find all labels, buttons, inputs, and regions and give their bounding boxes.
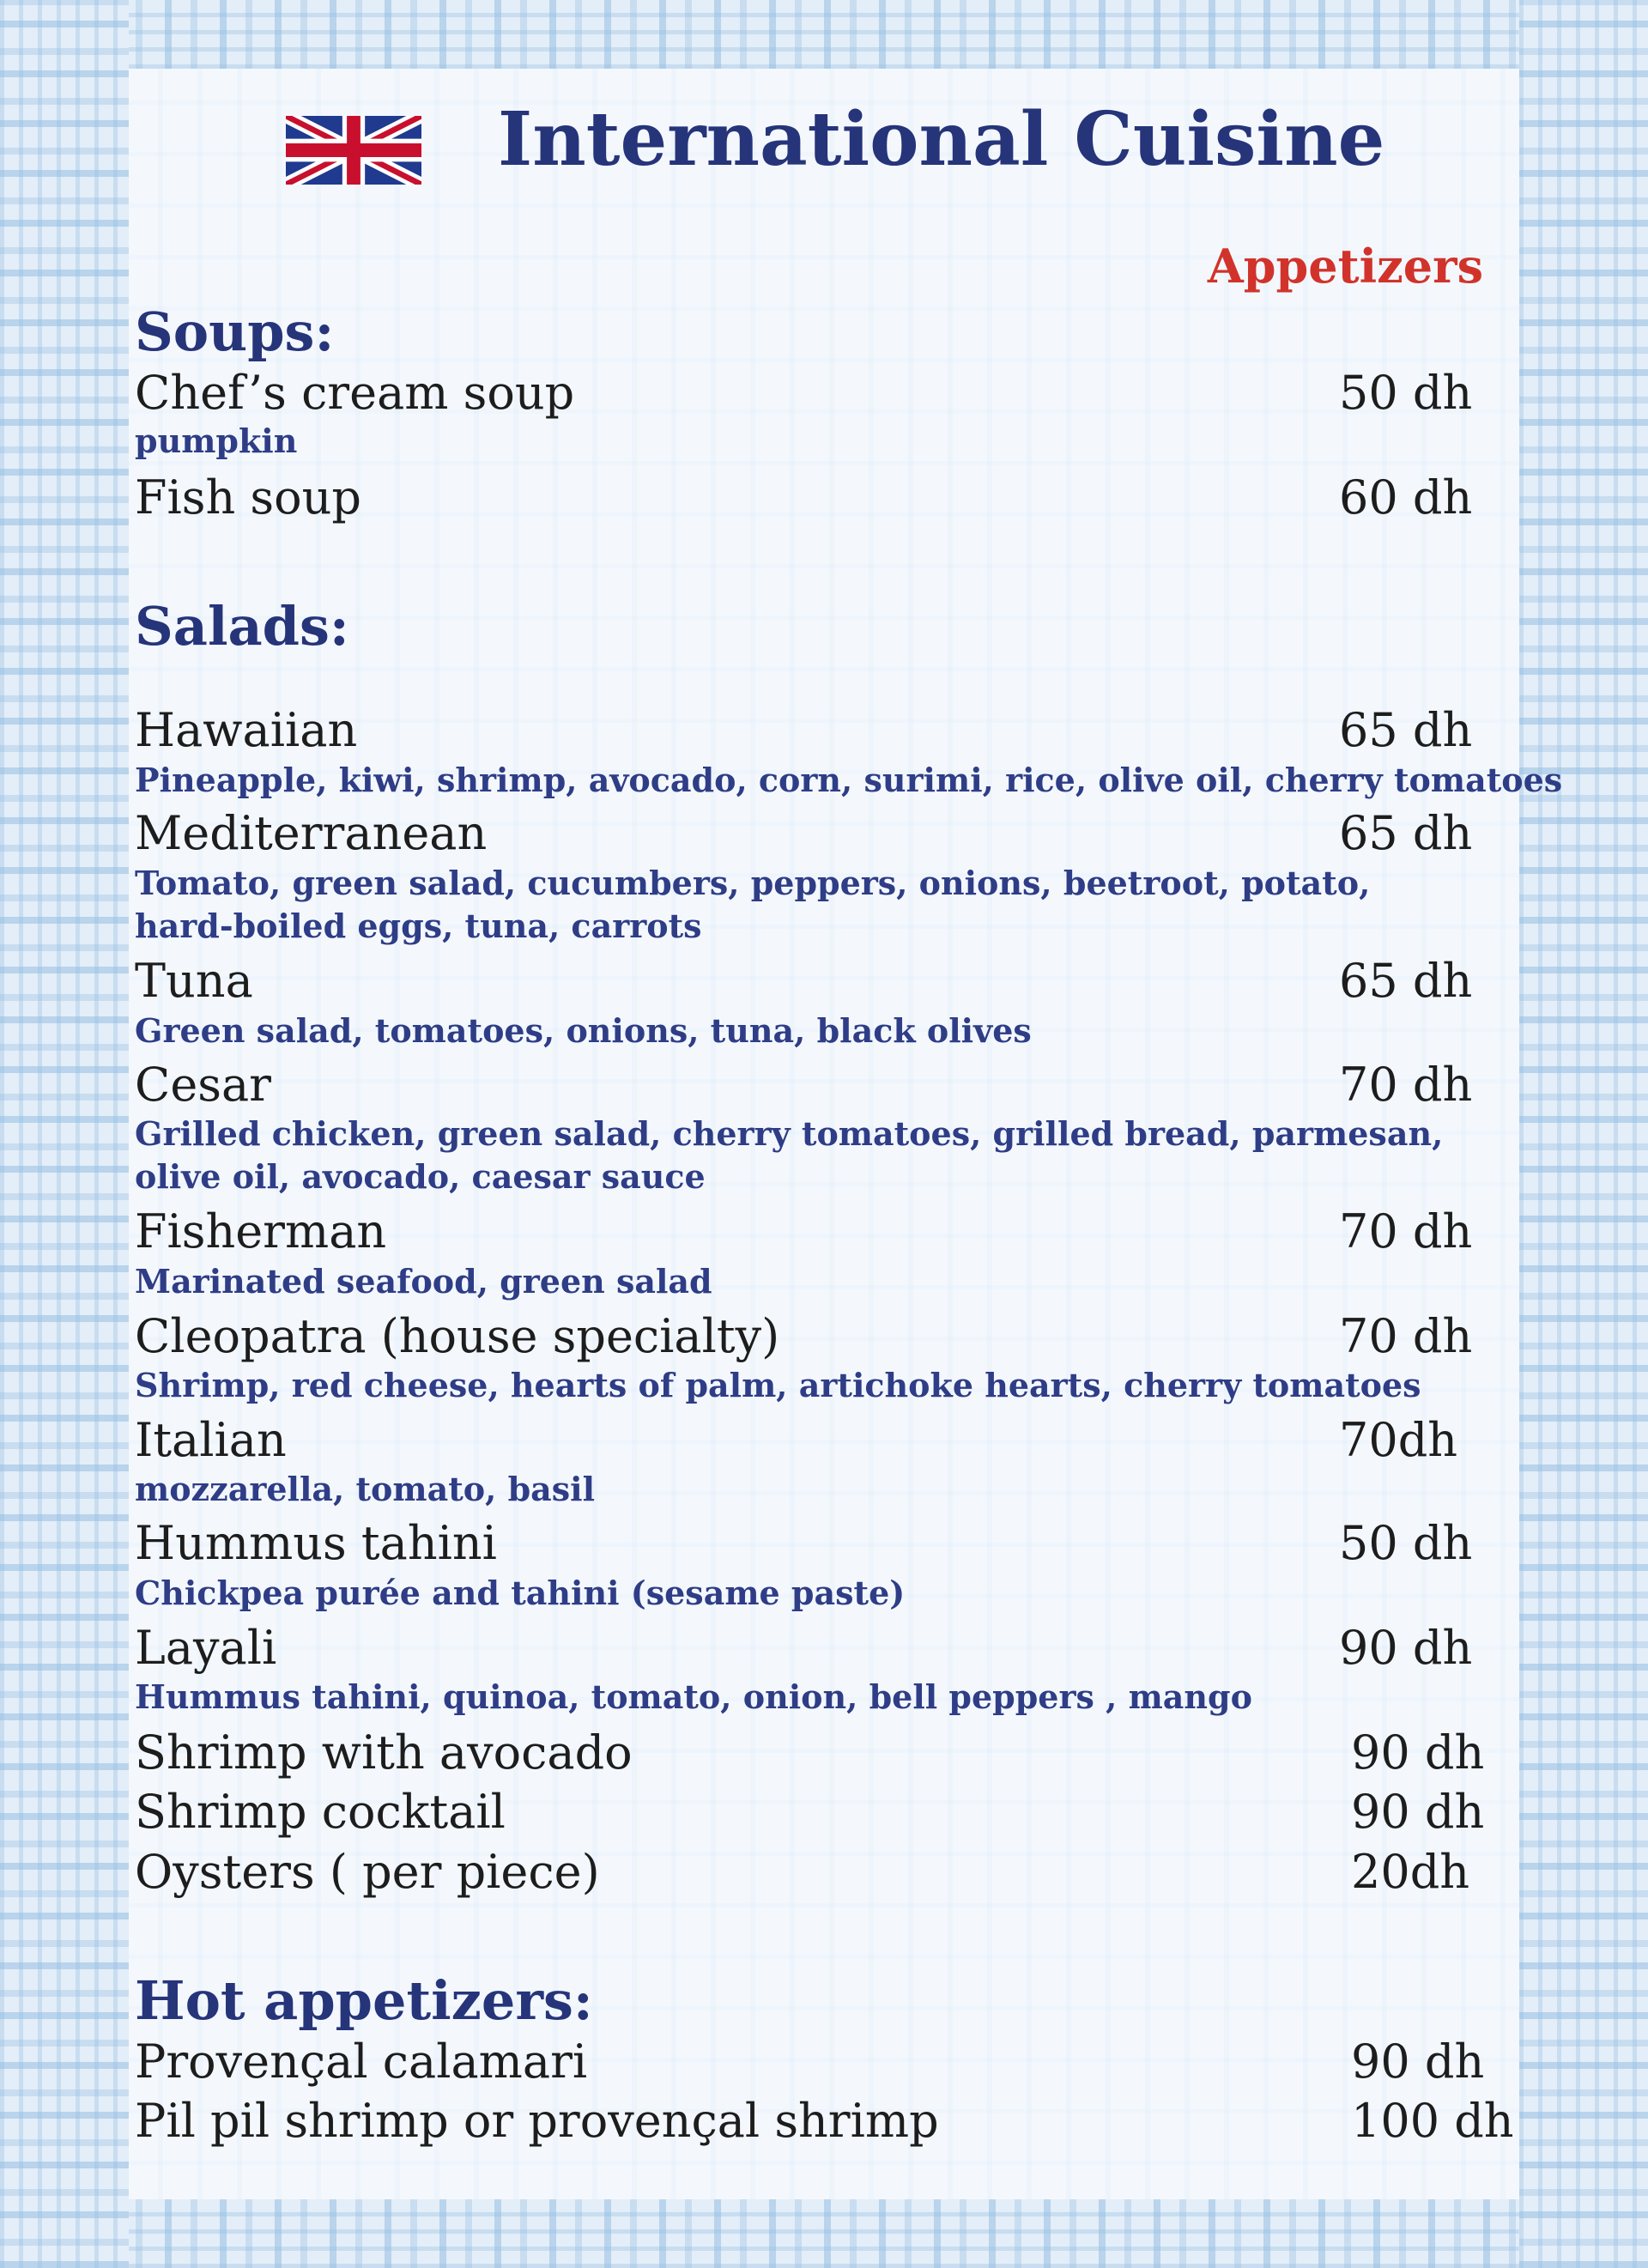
menu-item-price: 90 dh [1339,1621,1473,1675]
menu-item-description: pumpkin [135,421,298,460]
menu-item-name: Oysters ( per piece) [135,1845,600,1899]
section-heading-hot-appetizers: Hot appetizers: [135,1969,593,2032]
menu-item-name: Shrimp with avocado [135,1725,633,1780]
menu-item-description: Pineapple, kiwi, shrimp, avocado, corn, surimi, rice, olive oil, cherry tomatoes [135,761,1563,799]
hieroglyph-border-top [0,0,1648,69]
menu-item-price: 65 dh [1339,703,1473,757]
menu-item-description: Grilled chicken, green salad, cherry tomatoes, grilled bread, parmesan, [135,1114,1444,1153]
menu-item-description: Shrimp, red cheese, hearts of palm, artichoke hearts, cherry tomatoes [135,1366,1421,1404]
menu-item-name: Hummus tahini [135,1516,497,1570]
menu-item-description: Marinated seafood, green salad [135,1262,712,1301]
menu-item-price: 20dh [1351,1845,1470,1899]
menu-item-description: Tomato, green salad, cucumbers, peppers, onions, beetroot, potato, [135,864,1371,902]
uk-flag-icon [286,116,421,185]
menu-item-price: 50 dh [1339,1516,1473,1570]
menu-item-description: olive oil, avocado, caesar sauce [135,1157,706,1196]
menu-item-name: Italian [135,1413,287,1467]
menu-item-name: Chef’s cream soup [135,366,575,420]
menu-item-name: Cleopatra (house specialty) [135,1309,780,1363]
menu-item-price: 70 dh [1339,1058,1473,1112]
menu-item-name: Layali [135,1621,277,1675]
hieroglyph-border-bottom [0,2199,1648,2268]
menu-item-name: Hawaiian [135,703,358,757]
menu-item-price: 70dh [1339,1413,1458,1467]
menu-item-description: Hummus tahini, quinoa, tomato, onion, bell peppers , mango [135,1677,1252,1716]
menu-item-price: 50 dh [1339,366,1473,420]
menu-item-description: hard-boiled eggs, tuna, carrots [135,907,702,945]
menu-item-price: 60 dh [1339,470,1473,525]
menu-item-price: 65 dh [1339,954,1473,1008]
menu-item-price: 90 dh [1351,1785,1485,1839]
menu-item-price: 90 dh [1351,1725,1485,1780]
menu-item-description: mozzarella, tomato, basil [135,1470,596,1508]
menu-item-name: Tuna [135,954,253,1008]
page-title: International Cuisine [498,96,1385,183]
menu-item-name: Mediterranean [135,806,488,860]
menu-item-price: 65 dh [1339,806,1473,860]
menu-item-name: Provençal calamari [135,2035,588,2089]
hieroglyph-border-left [0,0,129,2268]
menu-item-price: 70 dh [1339,1204,1473,1258]
menu-item-name: Pil pil shrimp or provençal shrimp [135,2094,939,2148]
section-heading-soups: Soups: [135,300,335,363]
menu-item-description: Chickpea purée and tahini (sesame paste) [135,1574,906,1612]
category-label: Appetizers [1207,239,1483,294]
menu-item-name: Fisherman [135,1204,387,1258]
menu-item-price: 70 dh [1339,1309,1473,1363]
section-heading-salads: Salads: [135,595,349,658]
menu-item-name: Fish soup [135,470,361,525]
hieroglyph-border-right [1519,0,1648,2268]
menu-item-price: 100 dh [1351,2094,1514,2148]
menu-item-price: 90 dh [1351,2035,1485,2089]
menu-item-description: Green salad, tomatoes, onions, tuna, black olives [135,1011,1032,1050]
menu-item-name: Shrimp cocktail [135,1785,506,1839]
menu-item-name: Cesar [135,1058,271,1112]
